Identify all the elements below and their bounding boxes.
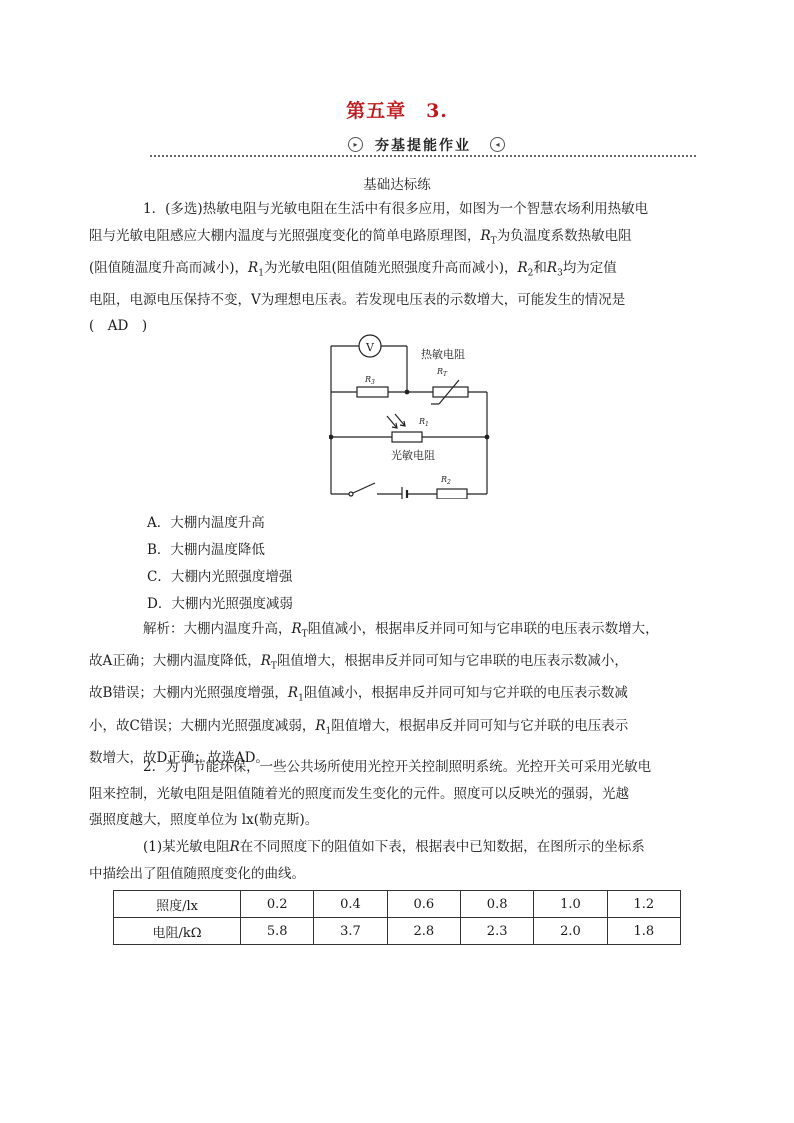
table-cell: 0.6	[387, 891, 460, 918]
r3-resistor	[357, 387, 388, 397]
banner-right-arrow-icon: ◂	[490, 137, 505, 152]
r2-label: $R_2$	[441, 475, 451, 486]
table-row	[114, 891, 681, 918]
option-d: D．大棚内光照强度减弱	[147, 596, 293, 612]
table-row	[114, 918, 681, 945]
table-cell: 1.2	[607, 891, 680, 918]
illuminance-resistance-table	[113, 890, 681, 945]
banner-label: 夯基提能作业	[375, 138, 471, 154]
table-cell: 1.0	[534, 891, 607, 918]
rt-slash	[439, 380, 459, 404]
rt-resistor	[433, 387, 468, 397]
r3-label: $R_3$	[365, 375, 375, 386]
r2-resistor	[437, 489, 467, 499]
circuit-diagram	[329, 334, 494, 499]
table-cell: 3.7	[314, 918, 387, 945]
table-cell: 2.3	[460, 918, 533, 945]
rt-label: $R_T$	[437, 367, 448, 378]
junction-dot	[485, 435, 489, 439]
table-header-cell: 电阻/kΩ	[114, 918, 241, 945]
photoresistor-label: 光敏电阻	[391, 449, 435, 462]
question-1: 1．(多选)热敏电阻与光敏电阻在生活中有很多应用，如图为一个智慧农场利用热敏电 阻与光敏电阻感应大棚内温度与光照强度变化的简单电路原理图，$R_T$为负温度系数热敏电阻 (阻值随温度升高而减小)，$R_1$为光敏电阻(阻值随光照强度升高而减小)，$R_2$和$R_3$均为定值 电阻，电源电压保持不变，V为理想电压表。若发现电压表的示数增大，可能发生的情况是 ( AD )	[89, 201, 649, 335]
light-arrow-icon	[387, 416, 397, 428]
option-a: A．大棚内温度升高	[147, 515, 265, 531]
junction-dot	[329, 435, 333, 439]
switch-lever-icon	[353, 483, 375, 493]
voltmeter-label: V	[366, 341, 374, 354]
r1-label: $R_1$	[419, 417, 429, 428]
option-b: B．大棚内温度降低	[147, 542, 265, 558]
table-cell: 0.4	[314, 891, 387, 918]
table-cell: 0.8	[460, 891, 533, 918]
table-cell: 2.8	[387, 918, 460, 945]
table-cell: 0.2	[241, 891, 314, 918]
analysis: 解析：大棚内温度升高，$R_T$阻值减小，根据串反并同可知与它串联的电压表示数增大， 故A正确；大棚内温度降低，$R_T$阻值增大，根据串反并同可知与它串联的电压表示数减小， 故B错误；大棚内光照强度增强，$R_1$阻值减小，根据串反并同可知与它并联的电压表示数减 小，故C错误；大棚内光照强度减弱，$R_1$阻值增大，根据串反并同可知与它并联的电压表示 数增大，故D正确；故选AD。	[89, 621, 659, 766]
chapter-title: 第五章 3.	[346, 100, 448, 122]
thermistor-label: 热敏电阻	[421, 348, 465, 361]
question-2-part-1: (1)某光敏电阻R在不同照度下的阻值如下表，根据表中已知数据，在图所示的坐标系 中描绘出了阻值随照度变化的曲线。	[89, 839, 645, 882]
option-c: C．大棚内光照强度增强	[147, 569, 293, 585]
table-cell: 2.0	[534, 918, 607, 945]
table-cell: 5.8	[241, 918, 314, 945]
section-banner	[150, 133, 696, 163]
switch-contact	[349, 492, 353, 496]
answer: ( AD )	[89, 318, 148, 335]
table-cell: 1.8	[607, 918, 680, 945]
question-2: 2．为了节能环保，一些公共场所使用光控开关控制照明系统。光控开关可采用光敏电 阻来控制，光敏电阻是阻值随着光的照度而发生变化的元件。照度可以反映光的强弱，光越 强照度越大，照度单位为 lx(勒克斯)。	[89, 759, 652, 828]
banner-left-arrow-icon: ▸	[348, 137, 363, 152]
junction-dot	[405, 390, 409, 394]
section-title: 基础达标练	[363, 177, 431, 193]
table-header-cell: 照度/lx	[114, 891, 241, 918]
r1-resistor	[392, 432, 422, 442]
banner-divider	[150, 155, 696, 157]
